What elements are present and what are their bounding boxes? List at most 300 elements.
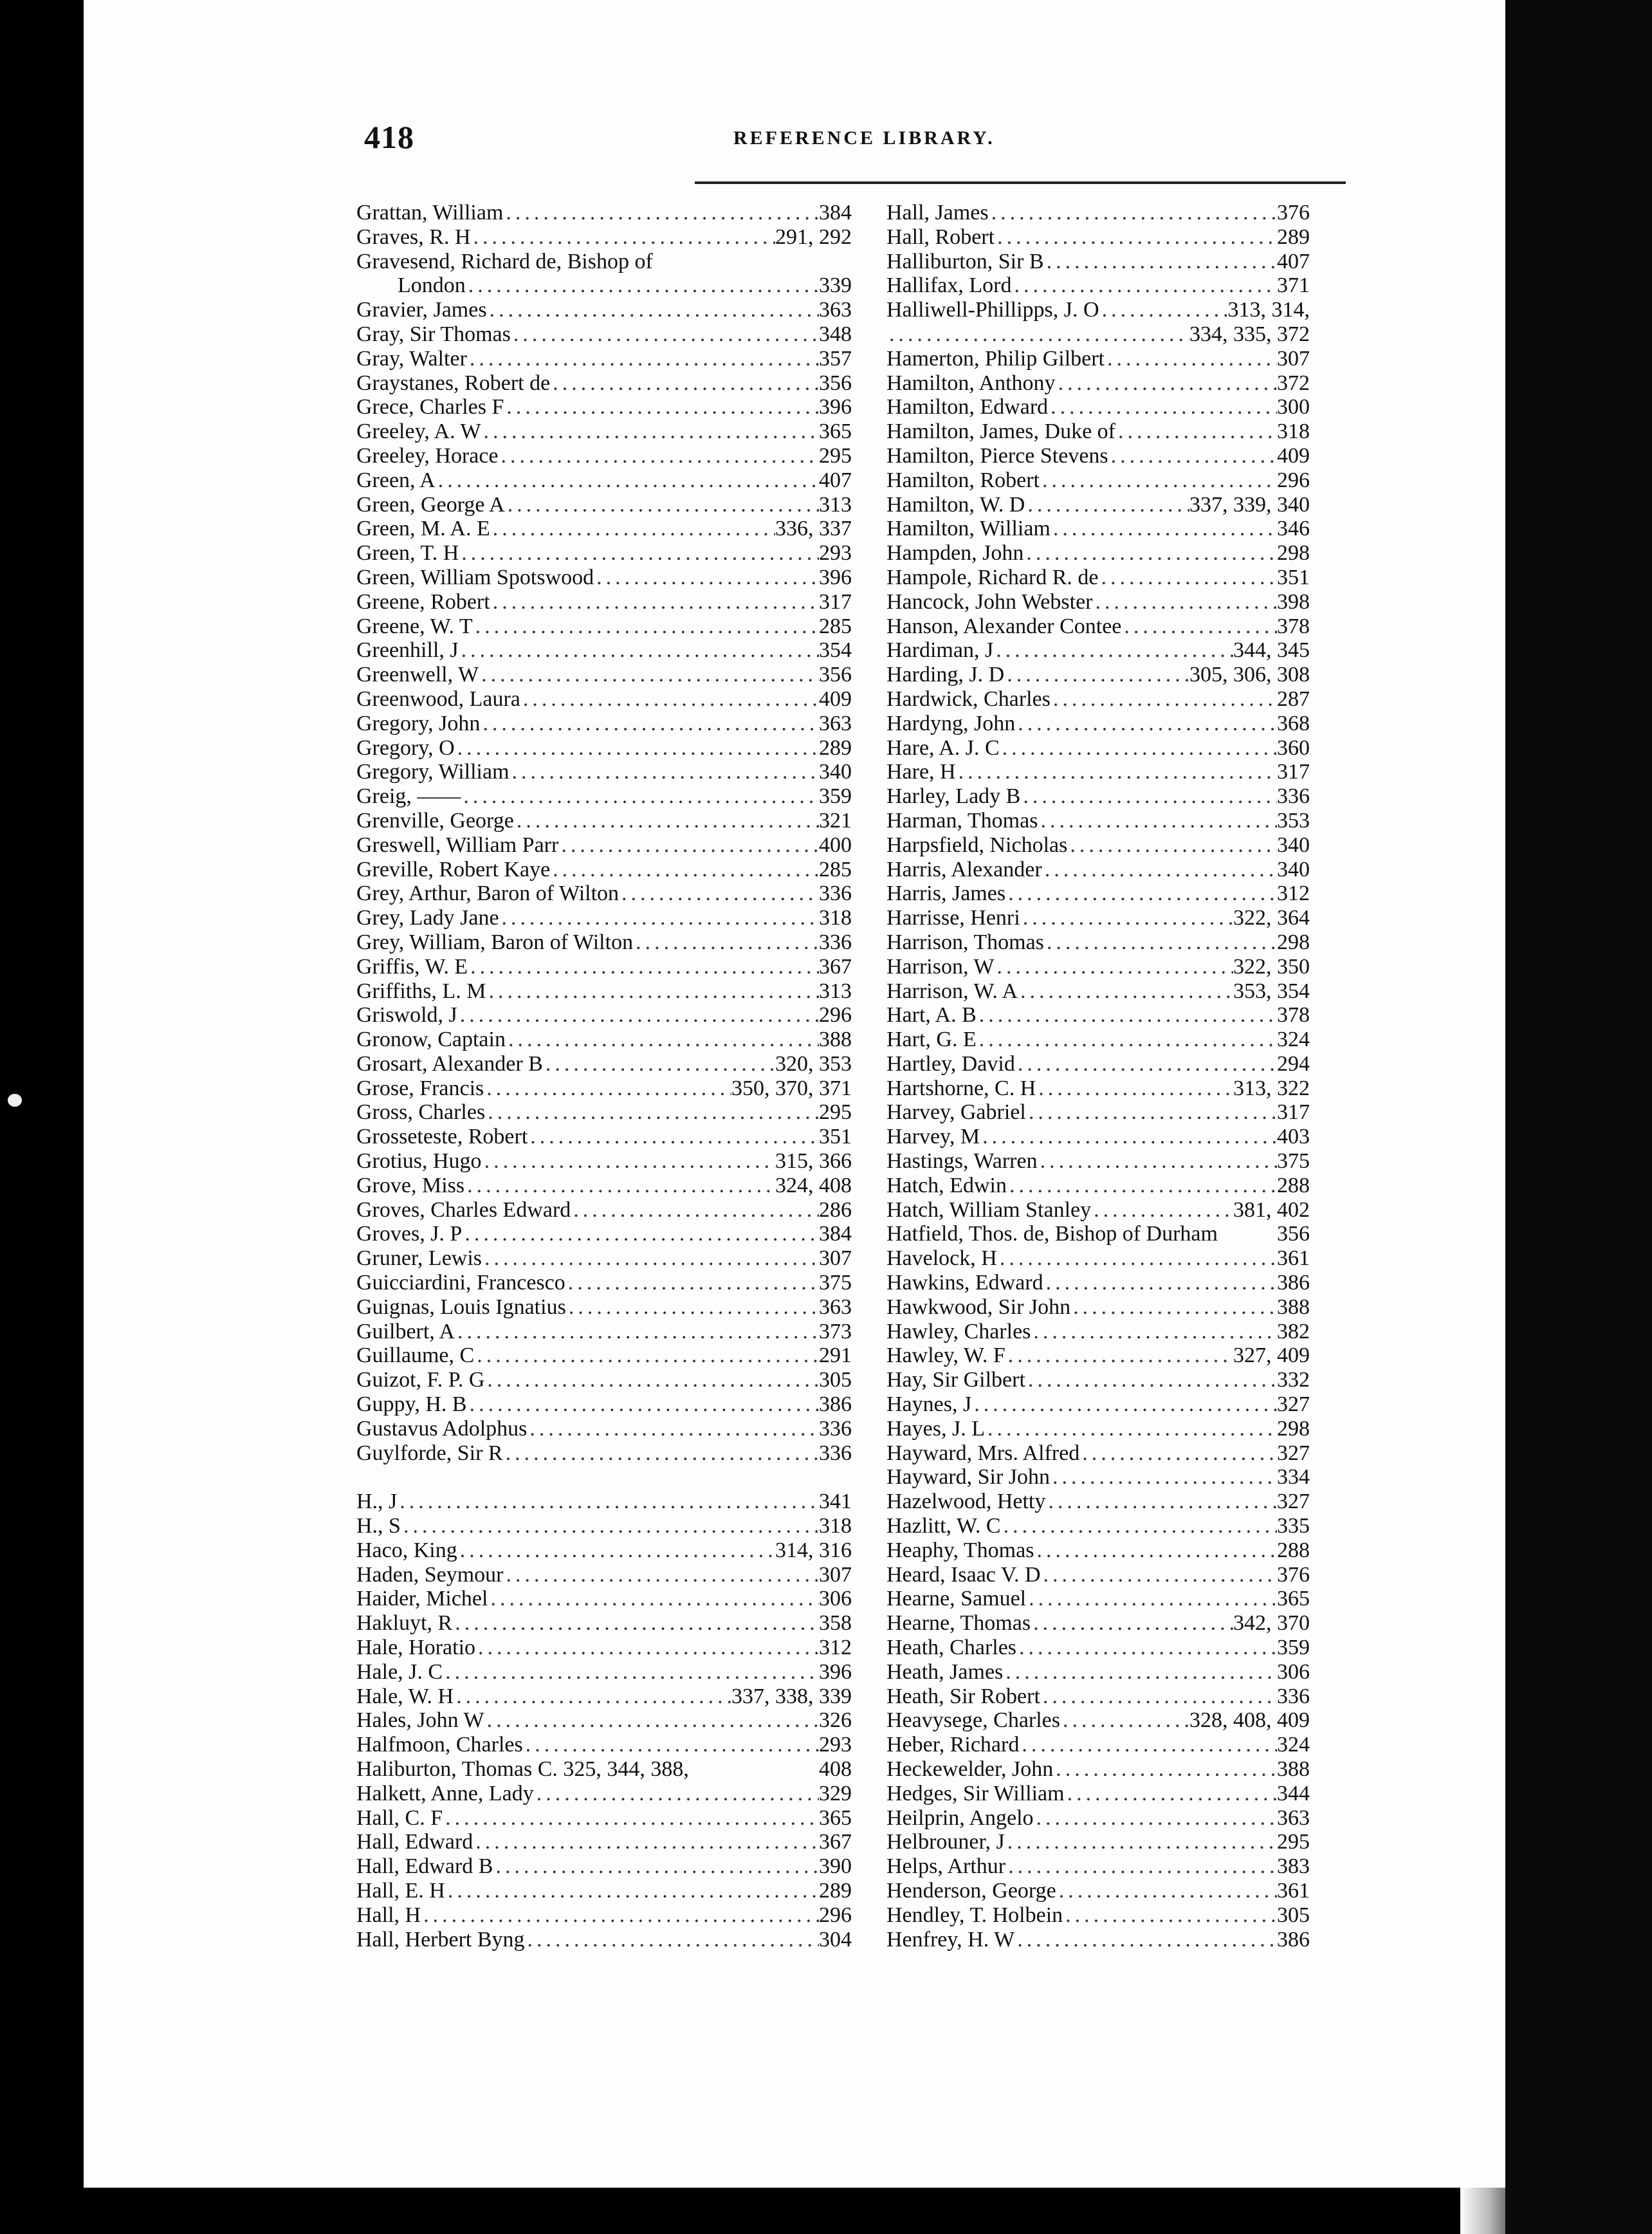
- index-entry: [356, 250, 852, 274]
- dot-leader: [488, 1587, 819, 1611]
- dot-leader: [499, 444, 819, 468]
- entry-name: Gravesend, Richard de, Bishop of: [356, 249, 653, 273]
- index-entry: [886, 1830, 1310, 1854]
- dot-leader: [1020, 784, 1277, 809]
- entry-pages: 400: [819, 833, 852, 857]
- dot-leader: [1034, 1538, 1277, 1563]
- dot-leader: [558, 833, 819, 858]
- index-entry: [886, 1782, 1310, 1806]
- entry-name: Hastings, Warren: [886, 1149, 1038, 1174]
- dot-leader: [550, 858, 819, 882]
- dot-leader: [1093, 590, 1278, 614]
- index-entry: [886, 322, 1310, 347]
- index-entry: [356, 1708, 852, 1733]
- entry-name: H., J: [356, 1490, 398, 1514]
- dot-leader: [1045, 1490, 1277, 1514]
- entry-pages: 312: [1277, 882, 1310, 906]
- dot-leader: [436, 468, 819, 493]
- index-entry: [886, 1392, 1310, 1417]
- dot-leader: [468, 955, 819, 979]
- index-entry: [356, 420, 852, 444]
- entry-pages: 295: [819, 443, 852, 468]
- index-entry: [356, 1149, 852, 1174]
- entry-pages: 390: [819, 1854, 852, 1879]
- entry-pages: 337, 339, 340: [1189, 492, 1310, 517]
- index-entry: [356, 736, 852, 761]
- dot-leader: [455, 736, 819, 761]
- dot-leader: [1105, 347, 1277, 371]
- index-entry: [886, 566, 1310, 590]
- entry-name: Gustavus Adolphus: [356, 1416, 528, 1441]
- index-entry: [886, 420, 1310, 444]
- index-entry: [356, 322, 852, 347]
- dot-leader: [1003, 1660, 1277, 1685]
- entry-pages: 298: [1277, 1416, 1310, 1441]
- entry-name: Harvey, M: [886, 1125, 980, 1149]
- index-entry: [356, 1052, 852, 1076]
- entry-name: Hare, H: [886, 760, 956, 784]
- entry-pages: 376: [1277, 201, 1310, 225]
- entry-name: Hawley, Charles: [886, 1319, 1031, 1343]
- entry-pages: 314, 316: [775, 1538, 852, 1562]
- index-entry: [886, 1076, 1310, 1101]
- dot-leader: [528, 1125, 819, 1149]
- entry-pages: 357: [819, 346, 852, 371]
- dot-leader: [503, 201, 819, 225]
- index-column-right: [886, 201, 1310, 1952]
- entry-name: Hay, Sir Gilbert: [886, 1368, 1025, 1392]
- index-entry: [886, 906, 1310, 930]
- dot-leader: [594, 566, 819, 590]
- dot-leader: [1025, 493, 1189, 517]
- index-entry: [356, 444, 852, 468]
- entry-name: Harrison, W: [886, 954, 995, 979]
- entry-pages: 289: [819, 735, 852, 760]
- index-entry: [886, 1295, 1310, 1320]
- entry-name: Hale, W. H: [356, 1684, 454, 1708]
- entry-pages: 388: [1277, 1757, 1310, 1781]
- index-entry: [886, 1198, 1310, 1223]
- entry-name: London: [398, 273, 466, 298]
- entry-pages: 328, 408, 409: [1189, 1708, 1310, 1733]
- entry-pages: 295: [1277, 1830, 1310, 1854]
- entry-name: Heath, Sir Robert: [886, 1684, 1040, 1708]
- index-entry: [356, 1100, 852, 1125]
- entry-pages: 324: [1277, 1028, 1310, 1052]
- dot-leader: [956, 760, 1277, 784]
- entry-pages: 336: [1277, 784, 1310, 809]
- entry-pages: 408: [819, 1757, 852, 1781]
- entry-name: Hardyng, John: [886, 711, 1016, 735]
- index-entry: [356, 1733, 852, 1757]
- dot-leader: [457, 1538, 775, 1563]
- dot-leader: [471, 225, 775, 250]
- index-entry: [886, 809, 1310, 833]
- entry-name: Gravier, James: [356, 298, 487, 322]
- entry-pages: 334, 335, 372: [1189, 322, 1310, 346]
- index-entry: [886, 1125, 1310, 1149]
- entry-pages: 407: [819, 468, 852, 492]
- index-entry: [356, 517, 852, 541]
- entry-pages: 346: [1277, 517, 1310, 541]
- index-entry: [356, 1125, 852, 1149]
- index-entry: [356, 1514, 852, 1538]
- entry-pages: 386: [1277, 1271, 1310, 1295]
- dot-leader: [886, 322, 1189, 347]
- entry-name: Hamilton, W. D: [886, 492, 1025, 517]
- entry-pages: 365: [819, 420, 852, 444]
- dot-leader: [479, 663, 819, 687]
- dot-leader: [1007, 1174, 1277, 1198]
- dot-leader: [971, 1392, 1277, 1417]
- index-entry: [356, 614, 852, 639]
- entry-pages: 294: [1277, 1051, 1310, 1076]
- entry-pages: 336: [819, 1441, 852, 1465]
- dot-leader: [443, 1806, 819, 1831]
- entry-name: Harley, Lady B: [886, 784, 1021, 809]
- entry-name: Hall, Herbert Byng: [356, 1927, 525, 1952]
- entry-pages: 386: [1277, 1927, 1310, 1952]
- dot-leader: [487, 298, 819, 322]
- entry-name: Hamilton, Robert: [886, 468, 1040, 492]
- entry-pages: 353, 354: [1233, 979, 1310, 1003]
- index-entry: [356, 1222, 852, 1246]
- entry-name: Halliwell-Phillipps, J. O: [886, 298, 1099, 322]
- entry-pages: 296: [819, 1903, 852, 1927]
- index-entry: [886, 1514, 1310, 1538]
- entry-pages: 327: [1277, 1490, 1310, 1514]
- dot-leader: [1060, 1708, 1189, 1733]
- entry-pages: 351: [819, 1125, 852, 1149]
- dot-leader: [459, 638, 819, 663]
- entry-name: H., S: [356, 1514, 401, 1538]
- entry-name: Halliburton, Sir B: [886, 249, 1044, 273]
- entry-name: Hare, A. J. C: [886, 735, 1000, 760]
- dot-leader: [1016, 1636, 1277, 1660]
- entry-name: Heavysege, Charles: [886, 1708, 1061, 1733]
- entry-name: Hales, John W: [356, 1708, 484, 1733]
- index-entry: [356, 395, 852, 420]
- entry-pages: 289: [819, 1878, 852, 1903]
- index-entry: [356, 1854, 852, 1879]
- entry-name: Henderson, George: [886, 1878, 1056, 1903]
- index-entry: [886, 955, 1310, 979]
- entry-pages: 312: [819, 1636, 852, 1660]
- dot-leader: [995, 225, 1277, 250]
- index-entry: [886, 1417, 1310, 1441]
- entry-name: Grenville, George: [356, 808, 514, 833]
- dot-leader: [490, 517, 775, 541]
- index-entry: [356, 1879, 852, 1903]
- entry-name: Hanson, Alexander Contee: [886, 614, 1122, 638]
- dot-leader: [1005, 1854, 1277, 1879]
- dot-leader: [503, 1441, 819, 1466]
- index-entry: [886, 1320, 1310, 1344]
- entry-pages: 340: [1277, 857, 1310, 882]
- dot-leader: [454, 1685, 731, 1709]
- entry-pages: 342, 370: [1233, 1611, 1310, 1636]
- dot-leader: [461, 784, 819, 809]
- index-entry: [356, 1490, 852, 1514]
- index-entry: [886, 1149, 1310, 1174]
- index-entry: [356, 687, 852, 712]
- index-entry: [886, 833, 1310, 858]
- index-entry: [356, 858, 852, 882]
- index-entry: [886, 687, 1310, 712]
- entry-pages: 300: [1277, 395, 1310, 420]
- index-entry: [886, 1708, 1310, 1733]
- dot-leader: [1091, 1198, 1233, 1223]
- dot-leader: [480, 712, 819, 736]
- index-entry: [886, 395, 1310, 420]
- dot-leader: [1018, 979, 1233, 1004]
- index-entry: [886, 1222, 1310, 1246]
- entry-name: Guignas, Louis Ignatius: [356, 1295, 566, 1319]
- entry-name: Hatch, William Stanley: [886, 1197, 1092, 1222]
- dot-leader: [525, 1928, 819, 1952]
- index-entry: [886, 1757, 1310, 1782]
- entry-pages: 403: [1277, 1125, 1310, 1149]
- entry-pages: 320, 353: [775, 1051, 852, 1076]
- entry-pages: 326: [819, 1708, 852, 1733]
- dot-leader: [474, 1343, 819, 1368]
- entry-pages: 336, 337: [775, 517, 852, 541]
- entry-name: Hamerton, Philip Gilbert: [886, 346, 1105, 371]
- entry-pages: 354: [819, 638, 852, 663]
- entry-pages: 368: [1277, 711, 1310, 735]
- entry-pages: 363: [1277, 1805, 1310, 1830]
- dot-leader: [397, 1490, 819, 1514]
- dot-leader: [1099, 566, 1277, 590]
- entry-pages: 363: [819, 298, 852, 322]
- dot-leader: [1099, 298, 1228, 322]
- entry-pages: 317: [819, 589, 852, 614]
- entry-pages: 289: [1277, 225, 1310, 249]
- entry-name: Hardwick, Charles: [886, 687, 1051, 711]
- entry-pages: 372: [1277, 371, 1310, 395]
- entry-name: Graystanes, Robert de: [356, 371, 551, 395]
- entry-pages: 361: [1277, 1246, 1310, 1271]
- entry-name: Grey, Arthur, Baron of Wilton: [356, 882, 620, 906]
- entry-name: Hamilton, James, Duke of: [886, 420, 1115, 444]
- index-entry: [886, 1465, 1310, 1490]
- index-entry: [356, 906, 852, 930]
- dot-leader: [457, 1003, 819, 1028]
- dot-leader: [989, 201, 1277, 225]
- index-entry: [356, 1271, 852, 1295]
- entry-pages: 285: [819, 857, 852, 882]
- entry-pages: 336: [819, 930, 852, 954]
- entry-name: Hale, J. C: [356, 1659, 443, 1684]
- dot-leader: [985, 1417, 1277, 1441]
- entry-pages: 351: [1277, 565, 1310, 589]
- entry-pages: 336: [819, 882, 852, 906]
- dot-leader: [1051, 687, 1277, 712]
- entry-pages: 305: [1277, 1903, 1310, 1927]
- entry-name: Hearne, Thomas: [886, 1611, 1031, 1636]
- entry-name: Havelock, H: [886, 1246, 997, 1271]
- index-entry: [886, 273, 1310, 298]
- dot-leader: [1063, 1903, 1277, 1928]
- scan-speck: [8, 1094, 22, 1107]
- index-entry: [886, 1174, 1310, 1198]
- dot-leader: [1040, 468, 1277, 493]
- dot-leader: [464, 1174, 775, 1198]
- entry-name: Grose, Francis: [356, 1076, 484, 1100]
- index-entry: [886, 1052, 1310, 1076]
- entry-pages: 409: [819, 687, 852, 711]
- entry-pages: 321: [819, 808, 852, 833]
- entry-pages: 353: [1277, 808, 1310, 833]
- entry-pages: 367: [819, 1830, 852, 1854]
- dot-leader: [565, 1271, 819, 1295]
- entry-name: Halfmoon, Charles: [356, 1733, 523, 1757]
- dot-leader: [1005, 1830, 1277, 1854]
- dot-leader: [1025, 1368, 1277, 1392]
- entry-name: Gross, Charles: [356, 1100, 486, 1125]
- dot-leader: [445, 1879, 819, 1903]
- entry-name: Harvey, Gabriel: [886, 1100, 1026, 1125]
- dot-leader: [1036, 1076, 1233, 1101]
- index-entry: [356, 1076, 852, 1101]
- entry-pages: 344: [1277, 1781, 1310, 1805]
- entry-pages: 373: [819, 1319, 852, 1343]
- index-entry: [886, 1538, 1310, 1563]
- entry-pages: 335: [1277, 1514, 1310, 1538]
- page-number: 418: [364, 119, 414, 155]
- dot-leader: [997, 1246, 1277, 1271]
- entry-pages: 350, 370, 371: [731, 1076, 852, 1100]
- entry-name: Hamilton, William: [886, 517, 1051, 541]
- index-entry: [356, 468, 852, 493]
- dot-leader: [1038, 1149, 1277, 1174]
- entry-name: Hartley, David: [886, 1051, 1015, 1076]
- entry-name: Green, M. A. E: [356, 517, 490, 541]
- entry-name: Hedges, Sir William: [886, 1781, 1065, 1805]
- entry-pages: 376: [1277, 1562, 1310, 1587]
- entry-name: Grattan, William: [356, 201, 504, 225]
- index-entry: [886, 1660, 1310, 1685]
- entry-pages: 296: [1277, 468, 1310, 492]
- entry-name: Hall, James: [886, 201, 989, 225]
- index-entry: [886, 1100, 1310, 1125]
- entry-pages: 360: [1277, 735, 1310, 760]
- entry-pages: 293: [819, 1733, 852, 1757]
- entry-name: Hale, Horatio: [356, 1636, 476, 1660]
- entry-name: Hayes, J. L: [886, 1416, 985, 1441]
- entry-name: Hearne, Samuel: [886, 1587, 1027, 1611]
- entry-pages: 356: [819, 371, 852, 395]
- entry-pages: 305, 306, 308: [1189, 663, 1310, 687]
- index-entry: [356, 833, 852, 858]
- dot-leader: [1038, 809, 1277, 833]
- entry-name: Gregory, John: [356, 711, 481, 735]
- dot-leader: [1005, 882, 1277, 906]
- entry-name: Guppy, H. B: [356, 1392, 467, 1417]
- entry-name: Harrison, W. A: [886, 979, 1018, 1003]
- dot-leader: [473, 1830, 819, 1854]
- entry-name: Guylforde, Sir R: [356, 1441, 503, 1465]
- section-gap: [356, 1465, 852, 1490]
- index-entry: [356, 273, 852, 298]
- dot-leader: [505, 493, 819, 517]
- dot-leader: [514, 809, 819, 833]
- entry-pages: 306: [819, 1587, 852, 1611]
- entry-pages: 291, 292: [775, 225, 852, 249]
- index-entry: [356, 371, 852, 396]
- index-entry: [886, 1003, 1310, 1028]
- dot-leader: [511, 322, 819, 347]
- entry-pages: 332: [1277, 1368, 1310, 1392]
- entry-pages: 322, 350: [1233, 954, 1310, 979]
- dot-leader: [1015, 712, 1277, 736]
- index-entry: [356, 1757, 852, 1782]
- entry-name: Haden, Seymour: [356, 1562, 504, 1587]
- entry-pages: 363: [819, 711, 852, 735]
- index-entry: [886, 1611, 1310, 1636]
- index-entry: [886, 979, 1310, 1004]
- dot-leader: [1004, 663, 1189, 687]
- dot-leader: [1023, 541, 1277, 566]
- entry-pages: 324, 408: [775, 1173, 852, 1197]
- dot-leader: [455, 1320, 819, 1344]
- entry-name: Haider, Michel: [356, 1587, 488, 1611]
- entry-pages: 339: [819, 273, 852, 298]
- entry-name: Haynes, J: [886, 1392, 972, 1417]
- index-entry: [356, 1417, 852, 1441]
- dot-leader: [1056, 1879, 1277, 1903]
- entry-pages: 396: [819, 395, 852, 420]
- index-entry: [356, 784, 852, 809]
- dot-leader: [1048, 395, 1277, 420]
- entry-name: Harris, James: [886, 882, 1006, 906]
- entry-pages: 317: [1277, 760, 1310, 784]
- entry-pages: 396: [819, 565, 852, 589]
- entry-pages: 318: [819, 1514, 852, 1538]
- entry-pages: 315, 366: [775, 1149, 852, 1174]
- entry-pages: 340: [1277, 833, 1310, 857]
- dot-leader: [1070, 1295, 1277, 1320]
- index-entry: [886, 712, 1310, 736]
- entry-name: Heilprin, Angelo: [886, 1805, 1034, 1830]
- entry-name: Hazlitt, W. C: [886, 1514, 1001, 1538]
- dot-leader: [1034, 1806, 1277, 1831]
- entry-name: Grotius, Hugo: [356, 1149, 482, 1174]
- scan-border: [1505, 0, 1652, 2234]
- index-entry: [356, 201, 852, 225]
- entry-name: Greene, Robert: [356, 589, 490, 614]
- index-entry: [356, 1611, 852, 1636]
- entry-name: Hawkwood, Sir John: [886, 1295, 1071, 1319]
- index-entry: [886, 1879, 1310, 1903]
- index-entry: [356, 347, 852, 371]
- entry-name: Gregory, O: [356, 735, 455, 760]
- entry-name: Griffiths, L. M: [356, 979, 486, 1003]
- entry-name: Heber, Richard: [886, 1733, 1020, 1757]
- entry-name: Guillaume, C: [356, 1343, 475, 1368]
- dot-leader: [994, 955, 1233, 979]
- index-entry: [886, 1928, 1310, 1952]
- dot-leader: [1040, 1685, 1277, 1709]
- entry-pages: 293: [819, 541, 852, 566]
- dot-leader: [473, 614, 819, 639]
- entry-name: Hendley, T. Holbein: [886, 1903, 1063, 1927]
- entry-pages: 381, 402: [1233, 1197, 1310, 1222]
- entry-name: Gronow, Captain: [356, 1028, 506, 1052]
- index-entry: [886, 614, 1310, 639]
- entry-name: Harding, J. D: [886, 663, 1005, 687]
- entry-name: Hallifax, Lord: [886, 273, 1012, 298]
